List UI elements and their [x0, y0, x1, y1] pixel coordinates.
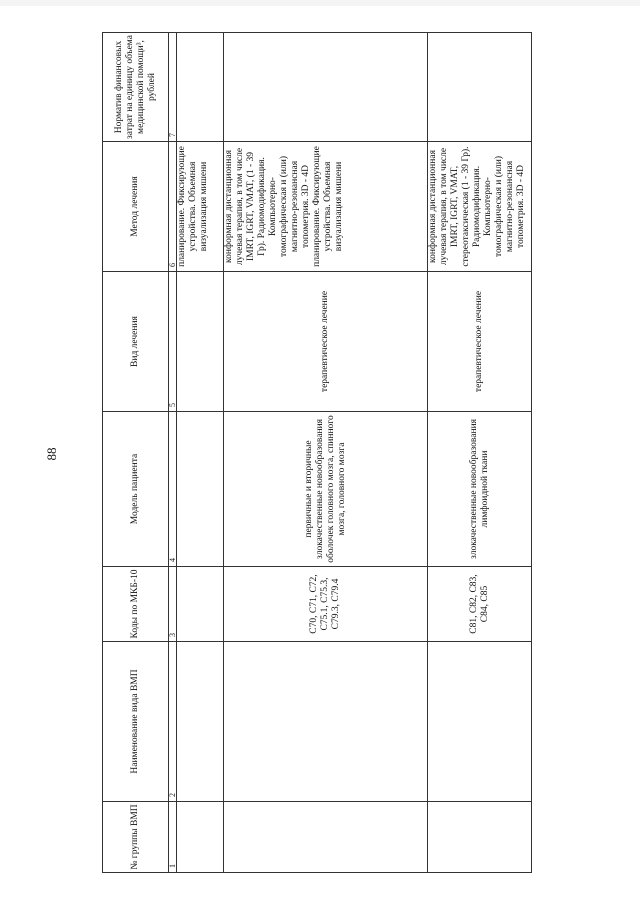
- vmp-table-rotated: [102, 33, 532, 873]
- table-row: [428, 33, 532, 873]
- column-number-row: [169, 33, 177, 873]
- column-number: 1: [169, 802, 177, 873]
- cell-treatment-method: конформная дистанционная лучевая терапия, в том числе IMRT, IGRT, VMAT, стереотаксическая (1 - 39 Гр). Радиомодификация. Компьютерно-томографическая и (или) магнитно-резонансная топометрия. 3D - 4D: [428, 142, 532, 272]
- header-vmp-name: Наименование вида ВМП: [103, 642, 169, 802]
- cell-patient-model: первичные и вторичные злокачественные новообразования оболочек головного мозга, спинного мозга, головного мозга: [224, 412, 428, 567]
- header-treatment-method: Метод лечения: [103, 142, 169, 272]
- cell-vmp-name: [177, 642, 224, 802]
- cell-icd-codes: C70, C71, C72, C75.1, C75.3, C79.3, C79.4: [224, 567, 428, 642]
- cell-cost-norm: [224, 33, 428, 142]
- cell-group: [177, 802, 224, 873]
- cell-patient-model: злокачественные новообразования лимфоидной ткани: [428, 412, 532, 567]
- table-header-row: [103, 33, 169, 873]
- column-number: 3: [169, 567, 177, 642]
- cell-treatment-method: конформная дистанционная лучевая терапия, в том числе IMRT, IGRT, VMAT, (1 - 39 Гр). Радиомодификация. Компьютерно-томографическая и (или) магнитно-резонансная топометрия. 3D - 4D планирование. Фиксирующие устройства. Объемная визуализация мишени: [224, 142, 428, 272]
- cell-treatment-method: планирование. Фиксирующие устройства. Объемная визуализация мишени: [177, 142, 224, 272]
- cell-patient-model: [177, 412, 224, 567]
- table-row: [224, 33, 428, 873]
- cell-cost-norm: [177, 33, 224, 142]
- cell-icd-codes: [177, 567, 224, 642]
- vmp-table: [102, 32, 532, 873]
- column-number: 7: [169, 33, 177, 142]
- header-group-number: № группы ВМП: [103, 802, 169, 873]
- cell-treatment-type: [177, 272, 224, 412]
- header-cost-norm: Норматив финансовых затрат на единицу объема медицинской помощи³, рублей: [103, 33, 169, 142]
- column-number: 6: [169, 142, 177, 272]
- cell-group: [428, 802, 532, 873]
- cell-cost-norm: [428, 33, 532, 142]
- scan-top-edge: [0, 0, 640, 6]
- column-number: 4: [169, 412, 177, 567]
- cell-vmp-name: [224, 642, 428, 802]
- table-row: [177, 33, 224, 873]
- cell-vmp-name: [428, 642, 532, 802]
- cell-icd-codes: C81, C82, C83, C84, C85: [428, 567, 532, 642]
- cell-group: [224, 802, 428, 873]
- header-treatment-type: Вид лечения: [103, 272, 169, 412]
- header-patient-model: Модель пациента: [103, 412, 169, 567]
- page-number-text: 88: [44, 447, 59, 461]
- cell-treatment-type: терапевтическое лечение: [224, 272, 428, 412]
- column-number: 5: [169, 272, 177, 412]
- header-icd-codes: Коды по МКБ-10: [103, 567, 169, 642]
- column-number: 2: [169, 642, 177, 802]
- cell-treatment-type: терапевтическое лечение: [428, 272, 532, 412]
